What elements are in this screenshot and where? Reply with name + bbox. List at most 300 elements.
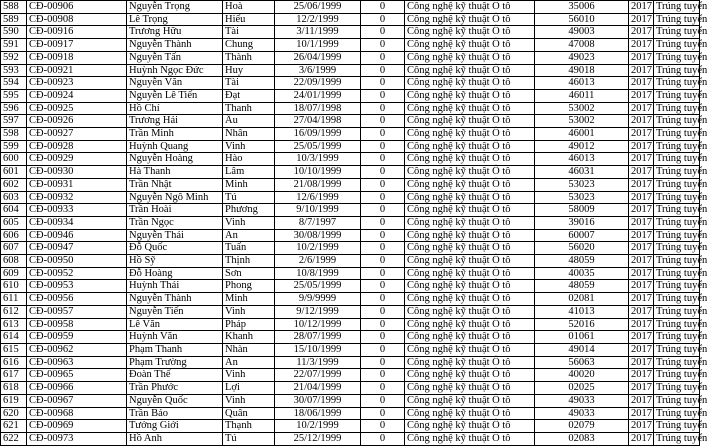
given-name: Vinh xyxy=(223,369,275,382)
admission-year: 2017 xyxy=(629,128,654,141)
admission-year: 2017 xyxy=(629,382,654,395)
given-name: Phong xyxy=(223,280,275,293)
family-name: Huỳnh Ngọc Đức xyxy=(127,64,223,77)
admission-year: 2017 xyxy=(629,343,654,356)
table-row xyxy=(1,140,700,153)
major-name: Công nghệ kỹ thuật Ô tô xyxy=(405,216,535,229)
result-status: Trúng tuyển xyxy=(654,115,700,128)
result-status: Trúng tuyển xyxy=(654,77,700,90)
major-name: Công nghệ kỹ thuật Ô tô xyxy=(405,382,535,395)
result-status: Trúng tuyển xyxy=(654,382,700,395)
score-cell: 0 xyxy=(361,102,405,115)
candidate-code: CĐ-00906 xyxy=(27,1,127,14)
row-number: 603 xyxy=(1,191,27,204)
score-cell: 0 xyxy=(361,89,405,102)
result-status: Trúng tuyển xyxy=(654,267,700,280)
score-cell: 0 xyxy=(361,216,405,229)
score-cell: 0 xyxy=(361,356,405,369)
family-name: Hồ Anh xyxy=(127,432,223,445)
school-code: 56063 xyxy=(535,356,629,369)
admission-year: 2017 xyxy=(629,305,654,318)
given-name: Lâm xyxy=(223,166,275,179)
candidate-code: CĐ-00908 xyxy=(27,13,127,26)
birth-date: 30/07/1999 xyxy=(275,394,361,407)
row-number: 600 xyxy=(1,153,27,166)
score-cell: 0 xyxy=(361,153,405,166)
given-name: Vinh xyxy=(223,394,275,407)
family-name: Trần Minh xyxy=(127,128,223,141)
school-code: 46031 xyxy=(535,166,629,179)
birth-date: 24/01/1999 xyxy=(275,89,361,102)
table-row xyxy=(1,128,700,141)
given-name: Nhàn xyxy=(223,343,275,356)
admission-year: 2017 xyxy=(629,242,654,255)
result-status: Trúng tuyển xyxy=(654,153,700,166)
birth-date: 9/12/1999 xyxy=(275,305,361,318)
birth-date: 10/8/1999 xyxy=(275,267,361,280)
score-cell: 0 xyxy=(361,407,405,420)
birth-date: 8/7/1997 xyxy=(275,216,361,229)
major-name: Công nghệ kỹ thuật Ô tô xyxy=(405,369,535,382)
school-code: 02025 xyxy=(535,382,629,395)
major-name: Công nghệ kỹ thuật Ô tô xyxy=(405,191,535,204)
birth-date: 15/10/1999 xyxy=(275,343,361,356)
result-status: Trúng tuyển xyxy=(654,305,700,318)
result-status: Trúng tuyển xyxy=(654,26,700,39)
result-status: Trúng tuyển xyxy=(654,1,700,14)
school-code: 48059 xyxy=(535,280,629,293)
row-number: 593 xyxy=(1,64,27,77)
table-row xyxy=(1,293,700,306)
family-name: Nguyễn Hoàng xyxy=(127,153,223,166)
birth-date: 30/08/1999 xyxy=(275,229,361,242)
table-row xyxy=(1,89,700,102)
result-status: Trúng tuyển xyxy=(654,13,700,26)
given-name: Thạnh xyxy=(223,420,275,433)
candidate-code: CĐ-00947 xyxy=(27,242,127,255)
family-name: Nguyễn Văn xyxy=(127,77,223,90)
family-name: Nguyễn Ngô Minh xyxy=(127,191,223,204)
school-code: 46013 xyxy=(535,153,629,166)
candidate-code: CĐ-00946 xyxy=(27,229,127,242)
family-name: Phạm Thanh xyxy=(127,343,223,356)
birth-date: 25/05/1999 xyxy=(275,280,361,293)
birth-date: 10/3/1999 xyxy=(275,153,361,166)
admission-year: 2017 xyxy=(629,255,654,268)
result-status: Trúng tuyển xyxy=(654,51,700,64)
row-number: 617 xyxy=(1,369,27,382)
candidate-code: CĐ-00930 xyxy=(27,166,127,179)
row-number: 588 xyxy=(1,1,27,14)
admission-year: 2017 xyxy=(629,115,654,128)
row-number: 599 xyxy=(1,140,27,153)
family-name: Trương Hải xyxy=(127,115,223,128)
birth-date: 22/07/1999 xyxy=(275,369,361,382)
major-name: Công nghệ kỹ thuật Ô tô xyxy=(405,77,535,90)
row-number: 591 xyxy=(1,39,27,52)
candidate-code: CĐ-00926 xyxy=(27,115,127,128)
table-row xyxy=(1,432,700,445)
family-name: Hồ Chí xyxy=(127,102,223,115)
result-status: Trúng tuyển xyxy=(654,166,700,179)
school-code: 49018 xyxy=(535,64,629,77)
admission-year: 2017 xyxy=(629,39,654,52)
school-code: 02081 xyxy=(535,293,629,306)
major-name: Công nghệ kỹ thuật Ô tô xyxy=(405,293,535,306)
candidate-code: CĐ-00923 xyxy=(27,77,127,90)
admission-year: 2017 xyxy=(629,318,654,331)
major-name: Công nghệ kỹ thuật Ô tô xyxy=(405,420,535,433)
row-number: 616 xyxy=(1,356,27,369)
result-status: Trúng tuyển xyxy=(654,204,700,217)
candidate-code: CĐ-00966 xyxy=(27,382,127,395)
major-name: Công nghệ kỹ thuật Ô tô xyxy=(405,343,535,356)
candidate-code: CĐ-00953 xyxy=(27,280,127,293)
given-name: Tài xyxy=(223,77,275,90)
given-name: Vinh xyxy=(223,216,275,229)
given-name: Tú xyxy=(223,432,275,445)
given-name: Vinh xyxy=(223,140,275,153)
row-number: 605 xyxy=(1,216,27,229)
admission-year: 2017 xyxy=(629,331,654,344)
row-number: 594 xyxy=(1,77,27,90)
result-status: Trúng tuyển xyxy=(654,89,700,102)
school-code: 56020 xyxy=(535,242,629,255)
given-name: Lợi xyxy=(223,382,275,395)
given-name: Huy xyxy=(223,64,275,77)
candidate-code: CĐ-00934 xyxy=(27,216,127,229)
row-number: 595 xyxy=(1,89,27,102)
table-row xyxy=(1,255,700,268)
row-number: 598 xyxy=(1,128,27,141)
given-name: Hiếu xyxy=(223,13,275,26)
given-name: Thịnh xyxy=(223,255,275,268)
table-body xyxy=(1,1,707,446)
result-status: Trúng tuyển xyxy=(654,318,700,331)
candidate-code: CĐ-00957 xyxy=(27,305,127,318)
admission-year: 2017 xyxy=(629,407,654,420)
family-name: Huỳnh Quang xyxy=(127,140,223,153)
table-row xyxy=(1,191,700,204)
major-name: Công nghệ kỹ thuật Ô tô xyxy=(405,356,535,369)
admission-year: 2017 xyxy=(629,369,654,382)
major-name: Công nghệ kỹ thuật Ô tô xyxy=(405,140,535,153)
school-code: 60007 xyxy=(535,229,629,242)
school-code: 41013 xyxy=(535,305,629,318)
family-name: Trần Phước xyxy=(127,382,223,395)
admission-year: 2017 xyxy=(629,420,654,433)
table-row xyxy=(1,77,700,90)
birth-date: 9/10/1999 xyxy=(275,204,361,217)
result-status: Trúng tuyển xyxy=(654,39,700,52)
family-name: Phạm Trường xyxy=(127,356,223,369)
birth-date: 27/04/1998 xyxy=(275,115,361,128)
table-row xyxy=(1,102,700,115)
table-row xyxy=(1,343,700,356)
birth-date: 9/9/9999 xyxy=(275,293,361,306)
score-cell: 0 xyxy=(361,178,405,191)
table-row xyxy=(1,407,700,420)
candidate-code: CĐ-00928 xyxy=(27,140,127,153)
result-status: Trúng tuyển xyxy=(654,191,700,204)
table-row xyxy=(1,305,700,318)
birth-date: 3/11/1999 xyxy=(275,26,361,39)
given-name: Hào xyxy=(223,153,275,166)
score-cell: 0 xyxy=(361,432,405,445)
table-row xyxy=(1,420,700,433)
school-code: 58009 xyxy=(535,204,629,217)
row-number: 614 xyxy=(1,331,27,344)
admission-year: 2017 xyxy=(629,153,654,166)
row-number: 601 xyxy=(1,166,27,179)
family-name: Nguyễn Tiến xyxy=(127,305,223,318)
given-name: Thành xyxy=(223,51,275,64)
birth-date: 28/07/1999 xyxy=(275,331,361,344)
major-name: Công nghệ kỹ thuật Ô tô xyxy=(405,89,535,102)
candidate-code: CĐ-00918 xyxy=(27,51,127,64)
admission-year: 2017 xyxy=(629,77,654,90)
result-status: Trúng tuyển xyxy=(654,64,700,77)
table-row xyxy=(1,115,700,128)
major-name: Công nghệ kỹ thuật Ô tô xyxy=(405,280,535,293)
candidate-code: CĐ-00916 xyxy=(27,26,127,39)
candidate-code: CĐ-00921 xyxy=(27,64,127,77)
result-status: Trúng tuyển xyxy=(654,229,700,242)
given-name: Sơn xyxy=(223,267,275,280)
table-row xyxy=(1,280,700,293)
result-status: Trúng tuyển xyxy=(654,178,700,191)
family-name: Đỗ Hoàng xyxy=(127,267,223,280)
major-name: Công nghệ kỹ thuật Ô tô xyxy=(405,204,535,217)
row-number: 620 xyxy=(1,407,27,420)
score-cell: 0 xyxy=(361,115,405,128)
birth-date: 25/06/1999 xyxy=(275,1,361,14)
major-name: Công nghệ kỹ thuật Ô tô xyxy=(405,153,535,166)
table-row xyxy=(1,331,700,344)
family-name: Nguyễn Trọng xyxy=(127,1,223,14)
result-status: Trúng tuyển xyxy=(654,255,700,268)
row-number: 621 xyxy=(1,420,27,433)
result-status: Trúng tuyển xyxy=(654,242,700,255)
score-cell: 0 xyxy=(361,318,405,331)
school-code: 49033 xyxy=(535,394,629,407)
table-row xyxy=(1,229,700,242)
candidate-code: CĐ-00967 xyxy=(27,394,127,407)
candidate-code: CĐ-00958 xyxy=(27,318,127,331)
birth-date: 21/08/1999 xyxy=(275,178,361,191)
admission-year: 2017 xyxy=(629,293,654,306)
birth-date: 2/6/1999 xyxy=(275,255,361,268)
admission-year: 2017 xyxy=(629,394,654,407)
given-name: Minh xyxy=(223,293,275,306)
given-name: Hoà xyxy=(223,1,275,14)
result-status: Trúng tuyển xyxy=(654,293,700,306)
score-cell: 0 xyxy=(361,64,405,77)
score-cell: 0 xyxy=(361,191,405,204)
admission-year: 2017 xyxy=(629,204,654,217)
table-row xyxy=(1,369,700,382)
table-row xyxy=(1,178,700,191)
candidate-code: CĐ-00925 xyxy=(27,102,127,115)
family-name: Huỳnh Thái xyxy=(127,280,223,293)
score-cell: 0 xyxy=(361,128,405,141)
result-status: Trúng tuyển xyxy=(654,394,700,407)
family-name: Hồ Sỹ xyxy=(127,255,223,268)
row-number: 613 xyxy=(1,318,27,331)
result-status: Trúng tuyển xyxy=(654,343,700,356)
given-name: An xyxy=(223,229,275,242)
major-name: Công nghệ kỹ thuật Ô tô xyxy=(405,1,535,14)
candidate-code: CĐ-00968 xyxy=(27,407,127,420)
row-number: 596 xyxy=(1,102,27,115)
family-name: Trần Nhật xyxy=(127,178,223,191)
candidate-code: CĐ-00959 xyxy=(27,331,127,344)
table-row xyxy=(1,1,700,14)
admission-year: 2017 xyxy=(629,432,654,445)
birth-date: 12/2/1999 xyxy=(275,13,361,26)
admission-year: 2017 xyxy=(629,64,654,77)
result-status: Trúng tuyển xyxy=(654,280,700,293)
major-name: Công nghệ kỹ thuật Ô tô xyxy=(405,394,535,407)
birth-date: 3/6/1999 xyxy=(275,64,361,77)
given-name: Khanh xyxy=(223,331,275,344)
school-code: 49033 xyxy=(535,407,629,420)
school-code: 35006 xyxy=(535,1,629,14)
school-code: 49014 xyxy=(535,343,629,356)
candidate-code: CĐ-00927 xyxy=(27,128,127,141)
result-status: Trúng tuyển xyxy=(654,432,700,445)
admission-year: 2017 xyxy=(629,140,654,153)
result-status: Trúng tuyển xyxy=(654,369,700,382)
birth-date: 10/1/1999 xyxy=(275,39,361,52)
row-number: 610 xyxy=(1,280,27,293)
given-name: Tài xyxy=(223,26,275,39)
candidate-code: CĐ-00924 xyxy=(27,89,127,102)
candidate-code: CĐ-00933 xyxy=(27,204,127,217)
school-code: 53023 xyxy=(535,191,629,204)
table-row xyxy=(1,51,700,64)
major-name: Công nghệ kỹ thuật Ô tô xyxy=(405,407,535,420)
score-cell: 0 xyxy=(361,343,405,356)
result-status: Trúng tuyển xyxy=(654,140,700,153)
major-name: Công nghệ kỹ thuật Ô tô xyxy=(405,229,535,242)
school-code: 02079 xyxy=(535,420,629,433)
major-name: Công nghệ kỹ thuật Ô tô xyxy=(405,13,535,26)
family-name: Đỗ Quốc xyxy=(127,242,223,255)
row-number: 615 xyxy=(1,343,27,356)
row-number: 619 xyxy=(1,394,27,407)
major-name: Công nghệ kỹ thuật Ô tô xyxy=(405,242,535,255)
major-name: Công nghệ kỹ thuật Ô tô xyxy=(405,267,535,280)
family-name: Nguyễn Thái xyxy=(127,229,223,242)
birth-date: 10/12/1999 xyxy=(275,318,361,331)
major-name: Công nghệ kỹ thuật Ô tô xyxy=(405,115,535,128)
admission-year: 2017 xyxy=(629,1,654,14)
birth-date: 25/05/1999 xyxy=(275,140,361,153)
table-row xyxy=(1,166,700,179)
score-cell: 0 xyxy=(361,26,405,39)
major-name: Công nghệ kỹ thuật Ô tô xyxy=(405,432,535,445)
family-name: Trần Ngọc xyxy=(127,216,223,229)
row-number: 590 xyxy=(1,26,27,39)
major-name: Công nghệ kỹ thuật Ô tô xyxy=(405,26,535,39)
row-number: 589 xyxy=(1,13,27,26)
candidate-code: CĐ-00952 xyxy=(27,267,127,280)
admission-year: 2017 xyxy=(629,26,654,39)
admission-year: 2017 xyxy=(629,229,654,242)
admission-year: 2017 xyxy=(629,267,654,280)
row-number: 622 xyxy=(1,432,27,445)
table-row xyxy=(1,26,700,39)
admission-year: 2017 xyxy=(629,280,654,293)
result-status: Trúng tuyển xyxy=(654,356,700,369)
candidate-code: CĐ-00929 xyxy=(27,153,127,166)
score-cell: 0 xyxy=(361,166,405,179)
family-name: Trần Hoài xyxy=(127,204,223,217)
school-code: 49012 xyxy=(535,140,629,153)
row-number: 609 xyxy=(1,267,27,280)
family-name: Lê Văn xyxy=(127,318,223,331)
school-code: 47008 xyxy=(535,39,629,52)
table-row xyxy=(1,242,700,255)
candidate-code: CĐ-00956 xyxy=(27,293,127,306)
family-name: Nguyễn Quốc xyxy=(127,394,223,407)
row-number: 607 xyxy=(1,242,27,255)
school-code: 53002 xyxy=(535,115,629,128)
score-cell: 0 xyxy=(361,305,405,318)
family-name: Hà Thanh xyxy=(127,166,223,179)
birth-date: 26/04/1999 xyxy=(275,51,361,64)
admission-year: 2017 xyxy=(629,51,654,64)
family-name: Nguyễn Lê Tiến xyxy=(127,89,223,102)
birth-date: 12/6/1999 xyxy=(275,191,361,204)
major-name: Công nghệ kỹ thuật Ô tô xyxy=(405,255,535,268)
birth-date: 16/09/1999 xyxy=(275,128,361,141)
candidate-code: CĐ-00917 xyxy=(27,39,127,52)
birth-date: 18/07/1998 xyxy=(275,102,361,115)
row-number: 592 xyxy=(1,51,27,64)
candidate-code: CĐ-00962 xyxy=(27,343,127,356)
admission-year: 2017 xyxy=(629,356,654,369)
score-cell: 0 xyxy=(361,255,405,268)
family-name: Trương Hữu xyxy=(127,26,223,39)
school-code: 02083 xyxy=(535,432,629,445)
row-number: 618 xyxy=(1,382,27,395)
family-name: Nguyễn Thành xyxy=(127,293,223,306)
major-name: Công nghệ kỹ thuật Ô tô xyxy=(405,64,535,77)
score-cell: 0 xyxy=(361,382,405,395)
school-code: 56010 xyxy=(535,13,629,26)
major-name: Công nghệ kỹ thuật Ô tô xyxy=(405,166,535,179)
admission-year: 2017 xyxy=(629,178,654,191)
score-cell: 0 xyxy=(361,420,405,433)
score-cell: 0 xyxy=(361,267,405,280)
family-name: Nguyễn Thành xyxy=(127,39,223,52)
candidate-code: CĐ-00973 xyxy=(27,432,127,445)
candidate-code: CĐ-00931 xyxy=(27,178,127,191)
admission-year: 2017 xyxy=(629,102,654,115)
score-cell: 0 xyxy=(361,280,405,293)
score-cell: 0 xyxy=(361,369,405,382)
admission-year: 2017 xyxy=(629,13,654,26)
birth-date: 21/04/1999 xyxy=(275,382,361,395)
major-name: Công nghệ kỹ thuật Ô tô xyxy=(405,128,535,141)
score-cell: 0 xyxy=(361,140,405,153)
score-cell: 0 xyxy=(361,13,405,26)
given-name: Chung xyxy=(223,39,275,52)
birth-date: 25/12/1999 xyxy=(275,432,361,445)
birth-date: 10/2/1999 xyxy=(275,242,361,255)
